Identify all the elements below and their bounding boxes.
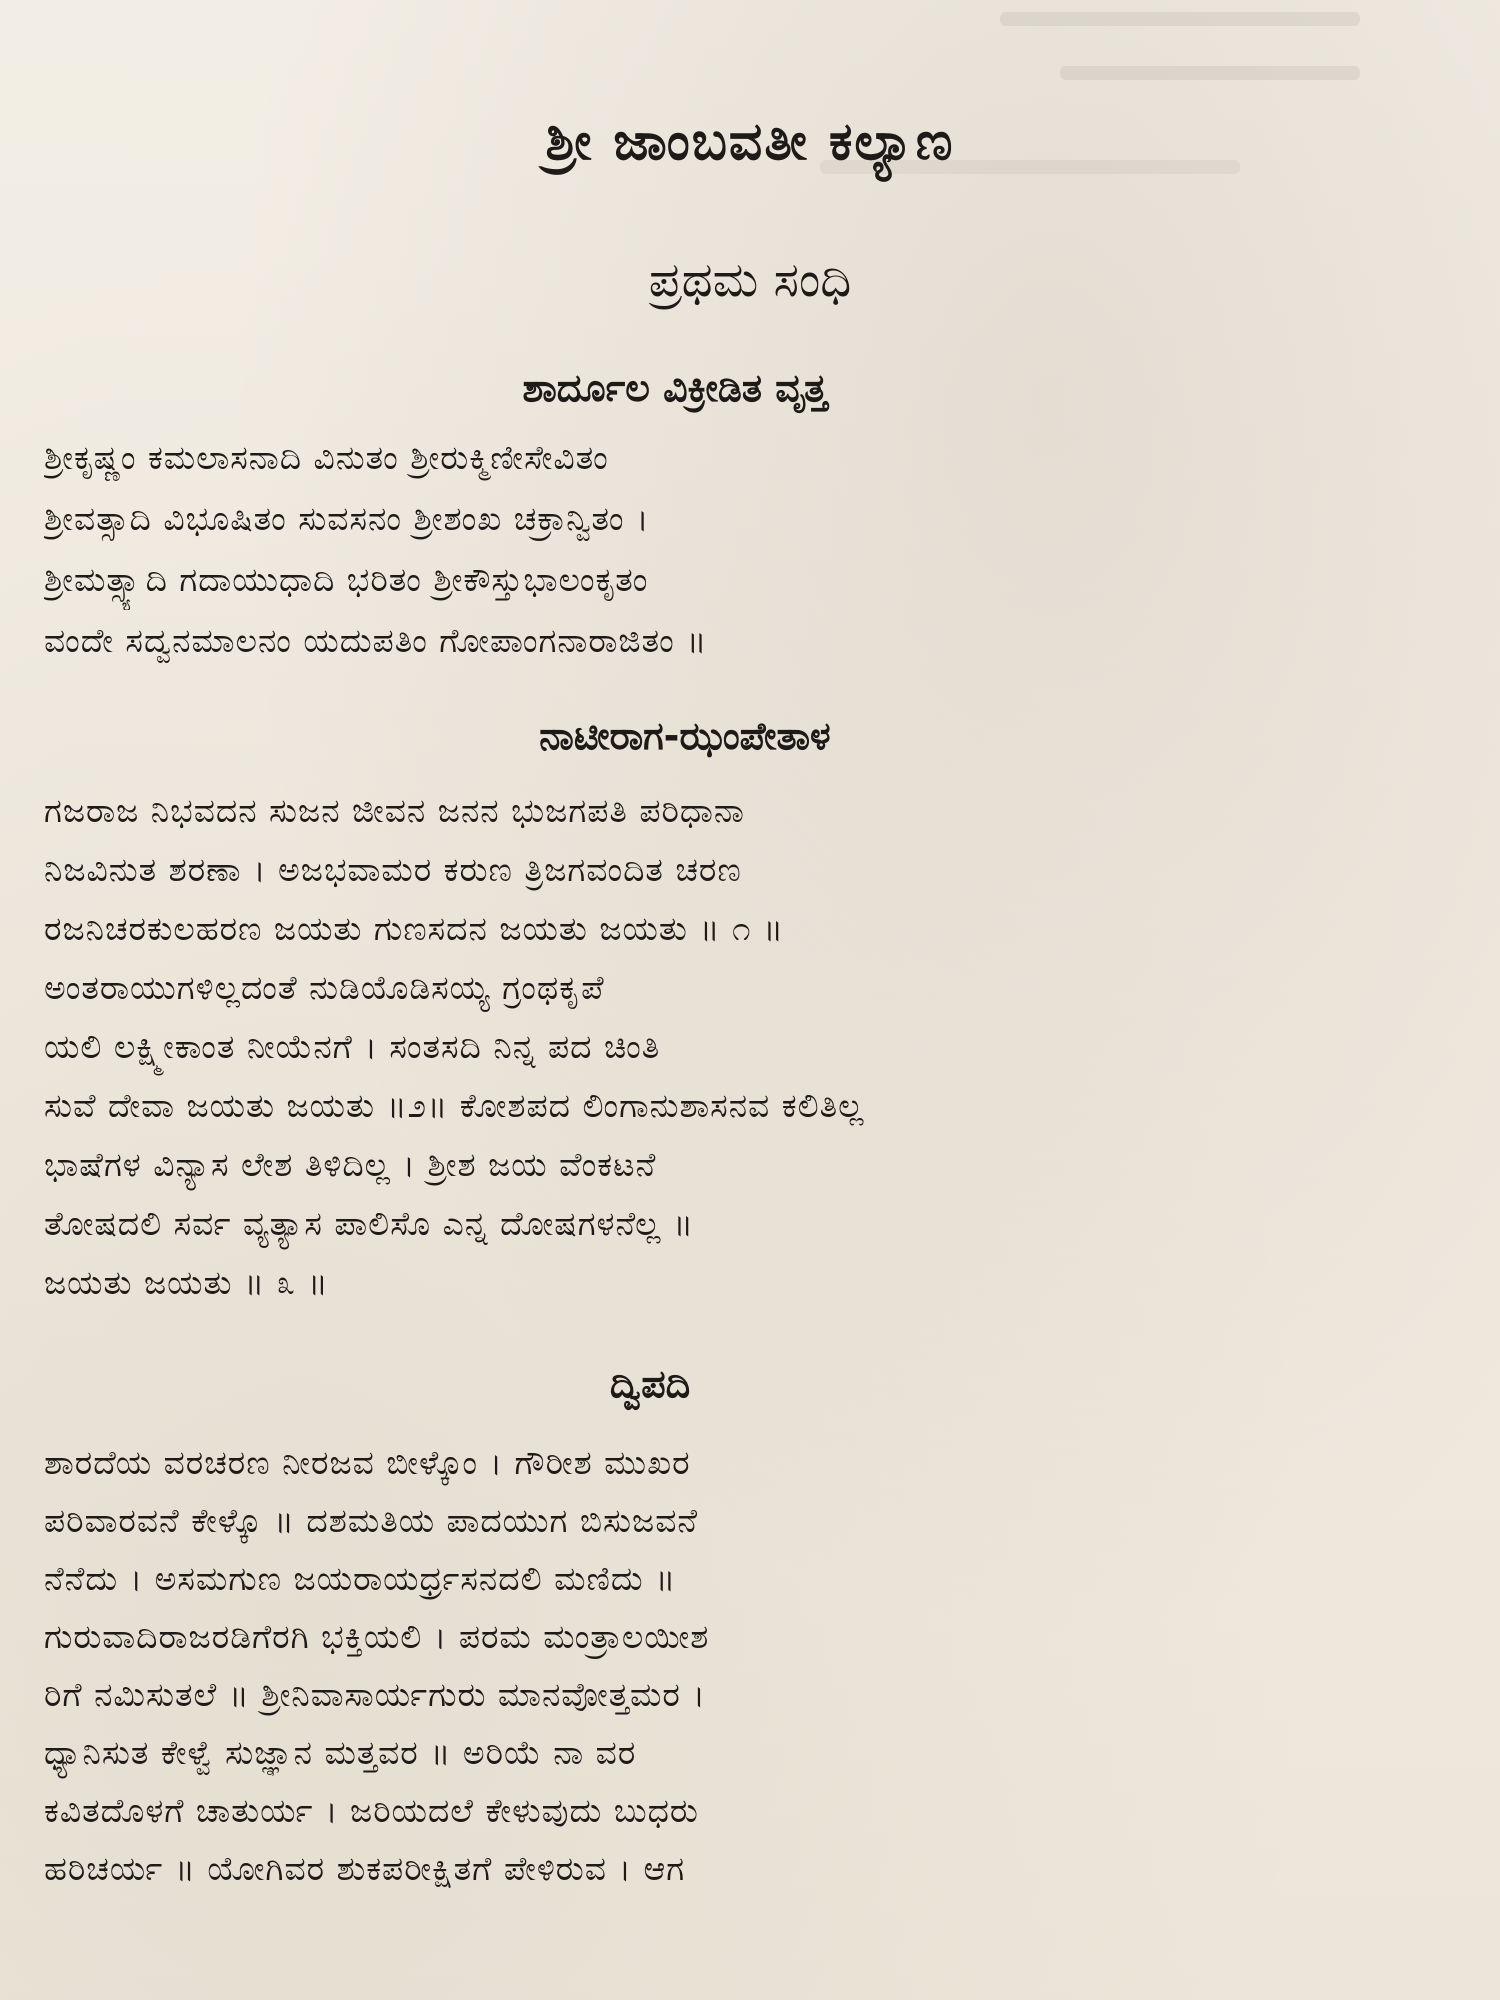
verse-line: ಶಾರದೆಯ ವರಚರಣ ನೀರಜವ ಬೀಳ್ಕೊಂ । ಗೌರೀಶ ಮುಖರ <box>44 1443 691 1482</box>
verse-block-dvipadi <box>44 1434 1464 1898</box>
section-heading-dvipadi: ದ್ವಿಪದಿ <box>609 1362 691 1406</box>
verse-line: ಭಾಷೆಗಳ ವಿನ್ಯಾಸ ಲೇಶ ತಿಳಿದಿಲ್ಲ । ಶ್ರೀಶ ಜಯ ವೆಂಕಟನೆ <box>44 1145 657 1184</box>
verse-line: ಅಂತರಾಯುಗಳಿಲ್ಲದಂತೆ ನುಡಿಯೊಡಿಸಯ್ಯ ಗ್ರಂಥಕೃಪೆ <box>44 968 605 1007</box>
verse-line: ವಂದೇ ಸದ್ವನಮಾಲನಂ ಯದುಪತಿಂ ಗೋಪಾಂಗನಾರಾಜಿತಂ ॥ <box>44 621 708 660</box>
verse-line: ಶ್ರೀಕೃಷ್ಣಂ ಕಮಲಾಸನಾದಿ ವಿನುತಂ ಶ್ರೀರುಕ್ಮಿಣೀಸೇವಿತಂ <box>44 438 609 477</box>
verse-line: ರಿಗೆ ನಮಿಸುತಲೆ ॥ ಶ್ರೀನಿವಾಸಾರ್ಯಗುರು ಮಾನವೋತ್ತಮರ । <box>44 1675 706 1714</box>
section-heading-raga: ನಾಟೀರಾಗ-ಝಂಪೇತಾಳ <box>539 714 831 758</box>
chapter-title: ಪ್ರಥಮ ಸಂಧಿ <box>648 252 852 308</box>
verse-line: ಹರಿಚರ್ಯ ॥ ಯೋಗಿವರ ಶುಕಪರೀಕ್ಷಿತಗೆ ಪೇಳಿರುವ । ಆಗ <box>44 1849 686 1888</box>
verse-line: ಗುರುವಾದಿರಾಜರಡಿಗೆರಗಿ ಭಕ್ತಿಯಲಿ । ಪರಮ ಮಂತ್ರಾಲಯೀಶ <box>44 1617 710 1656</box>
verse-line: ಧ್ಯಾನಿಸುತ ಕೇಳ್ವೆ ಸುಜ್ಞಾನ ಮತ್ತವರ ॥ ಅರಿಯೆ ನಾ ವರ <box>44 1733 637 1772</box>
section-heading-meter: ಶಾರ್ದೂಲ ವಿಕ್ರೀಡಿತ ವೃತ್ತ <box>522 366 828 410</box>
verse-line: ರಜನಿಚರಕುಲಹರಣ ಜಯತು ಗುಣಸದನ ಜಯತು ಜಯತು ॥ ೧ ॥ <box>44 909 785 948</box>
verse-line: ನೆನೆದು । ಅಸಮಗುಣ ಜಯರಾಯರ್ಧ್ರಸನದಲಿ ಮಣಿದು ॥ <box>44 1559 677 1598</box>
bleed-through-mark <box>1000 12 1360 26</box>
verse-line: ತೋಷದಲಿ ಸರ್ವ ವ್ಯತ್ಯಾಸ ಪಾಲಿಸೊ ಎನ್ನ ದೋಷಗಳನೆಲ್ಲ ॥ <box>44 1204 695 1243</box>
verse-line: ಯಲಿ ಲಕ್ಷ್ಮೀಕಾಂತ ನೀಯೆನಗೆ । ಸಂತಸದಿ ನಿನ್ನ ಪದ ಚಿಂತಿ <box>44 1027 661 1066</box>
verse-line: ನಿಜವಿನುತ ಶರಣಾ । ಅಜಭವಾಮರ ಕರುಣ ತ್ರಿಜಗವಂದಿತ ಚರಣ <box>44 850 742 889</box>
verse-block-shloka <box>44 427 1464 671</box>
verse-line: ಶ್ರೀಮತ್ಸ್ಯಾದಿ ಗದಾಯುಧಾದಿ ಭರಿತಂ ಶ್ರೀಕೌಸ್ತುಭಾಲಂಕೃತಂ <box>44 560 649 599</box>
verse-block-song <box>44 781 1464 1312</box>
bleed-through-mark <box>1060 66 1360 80</box>
page-title: ಶ್ರೀ ಜಾಂಬವತೀ ಕಲ್ಯಾಣ <box>545 112 955 172</box>
verse-line: ಜಯತು ಜಯತು ॥ ೩ ॥ <box>44 1263 329 1302</box>
verse-line: ಕವಿತದೊಳಗೆ ಚಾತುರ್ಯ । ಜರಿಯದಲೆ ಕೇಳುವುದು ಬುಧರು <box>44 1791 699 1830</box>
verse-line: ಗಜರಾಜ ನಿಭವದನ ಸುಜನ ಜೀವನ ಜನನ ಭುಜಗಪತಿ ಪರಿಧಾನಾ <box>44 791 745 830</box>
verse-line: ಪರಿವಾರವನೆ ಕೇಳ್ಕೊ ॥ ದಶಮತಿಯ ಪಾದಯುಗ ಬಿಸುಜವನೆ <box>44 1501 699 1540</box>
verse-line: ಶ್ರೀವತ್ಸಾದಿ ವಿಭೂಷಿತಂ ಸುವಸನಂ ಶ್ರೀಶಂಖ ಚಕ್ರಾನ್ವಿತಂ । <box>44 499 650 538</box>
verse-line: ಸುವೆ ದೇವಾ ಜಯತು ಜಯತು ॥೨॥ ಕೋಶಪದ ಲಿಂಗಾನುಶಾಸನವ ಕಲಿತಿಲ್ಲ <box>44 1086 865 1125</box>
